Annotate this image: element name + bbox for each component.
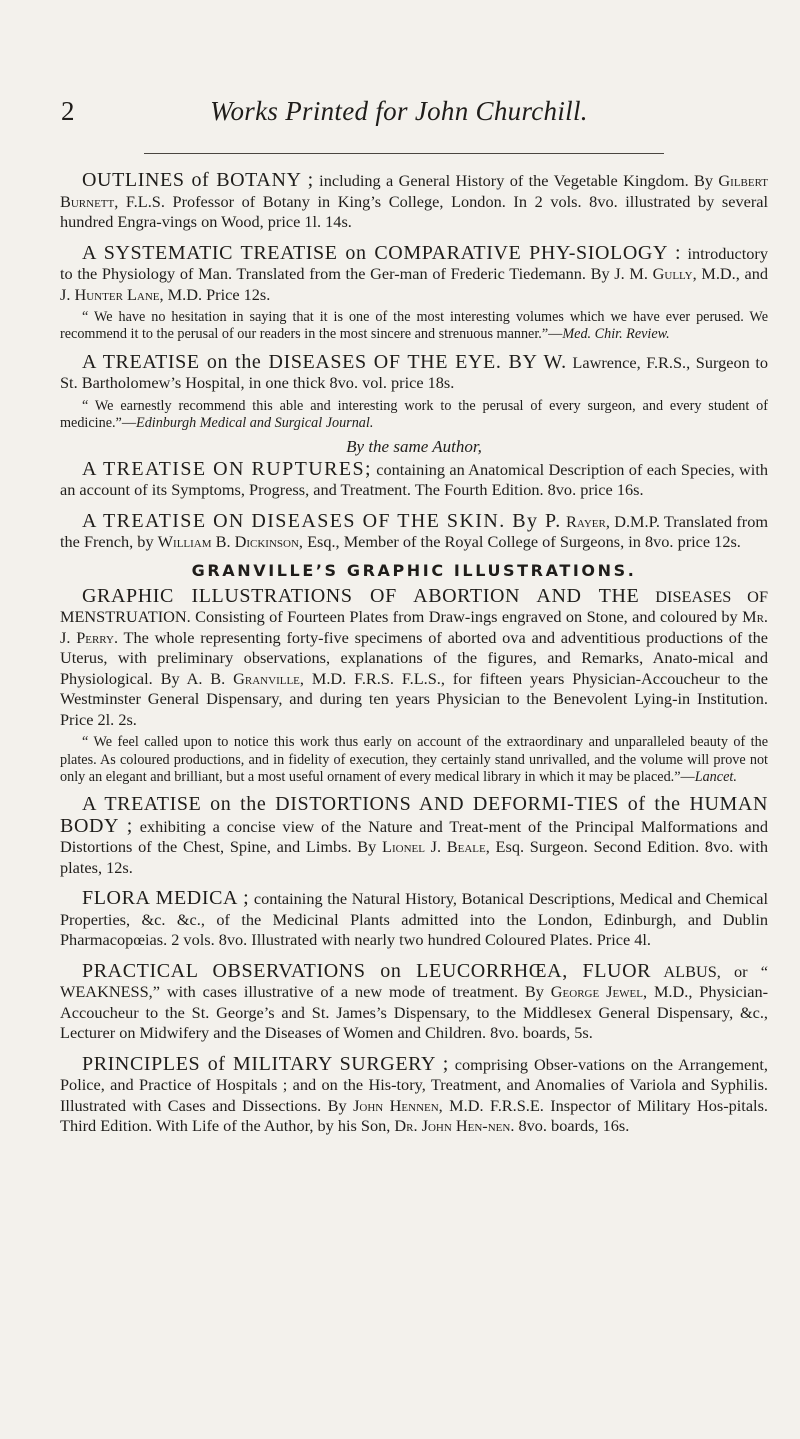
author-name: Granville: [233, 668, 300, 688]
entry-leucorrhoea: PRACTICAL OBSERVATIONS on LEUCORRHŒA, FLUOR ALBUS, or “ WEAKNESS,” with cases illustrative of a new mode of treatment. By George Jewel, M.D., Physician-Accoucheur to the St. George’s and St. James’s Dispensary, to the Middlesex General Dispensary, &c., Lecturer on Midwifery and the Diseases of Women and Children. 8vo. boards, 5s.: [60, 959, 769, 1043]
author-name: Gully: [652, 264, 693, 283]
author-name: Rayer: [566, 511, 606, 531]
entry-distortions: A TREATISE on the DISTORTIONS AND DEFORMI-TIES of the HUMAN BODY ; exhibiting a concise view of the Nature and Treat-ment of the Principal Malformations and Distortions of the Chest, Spine, and Limbs. By Lionel J. Beale, Esq. Surgeon. Second Edition. 8vo. with plates, 12s.: [60, 793, 768, 877]
page-header: [58, 96, 740, 136]
review-source: Med. Chir. Review.: [562, 326, 670, 343]
entry-skin: A TREATISE ON DISEASES OF THE SKIN. By P. Rayer, D.M.P. Translated from the French, by William B. Dickinson, Esq., Member of the Royal College of Surgeons, in 8vo. price 12s.: [60, 509, 768, 552]
header-rule: [144, 153, 664, 154]
review-source: Edinburgh Medical and Surgical Journal.: [136, 415, 374, 432]
page-number: 2: [61, 96, 75, 126]
entry-eye: A TREATISE on the DISEASES OF THE EYE. BY W. Lawrence, F.R.S., Surgeon to St. Bartholomew’s Hospital, in one thick 8vo. vol. price 18s.: [60, 350, 769, 393]
author-name: Gilbert Burnett: [60, 171, 769, 211]
entry-title: PRACTICAL OBSERVATIONS on LEUCORRHŒA, FLUOR: [82, 959, 652, 982]
entry-title: FLORA MEDICA ;: [82, 887, 250, 910]
review-source: Lancet.: [694, 768, 737, 785]
author-name: Dr. John Hen-nen: [394, 1116, 511, 1136]
section-heading: GRANVILLE’S GRAPHIC ILLUSTRATIONS.: [191, 560, 637, 580]
review-quote: “ We earnestly recommend this able and interesting work to the perusal of every surgeon, and every student of medicine.”—Edinburgh Medical and Surgical Journal.: [60, 397, 768, 432]
entry-title: A TREATISE on the DISEASES OF THE EYE. BY W.: [82, 350, 567, 373]
entry-title: GRAPHIC ILLUSTRATIONS OF ABORTION AND THE: [82, 584, 640, 607]
advertisement-list: [60, 170, 768, 1147]
running-title: Works Printed for John Churchill.: [210, 96, 588, 126]
entry-botany: OUTLINES of BOTANY ; including a General History of the Vegetable Kingdom. By Gilbert Burnett, F.L.S. Professor of Botany in King’s College, London. In 2 vols. 8vo. illustrated by several hundred Engra-vings on Wood, price 1l. 14s.: [60, 169, 769, 231]
entry-military-surgery: PRINCIPLES of MILITARY SURGERY ; comprising Obser-vations on the Arrangement, Police, and Practice of Hospitals ; and on the His-tory, Treatment, and Anomalies of Variola and Syphilis. Illustrated with Cases and Dissections. By John Hennen, M.D. F.R.S.E. Inspector of Military Hos-pitals. Third Edition. With Life of the Author, by his Son, Dr. John Hen-nen. 8vo. boards, 16s.: [60, 1052, 768, 1136]
same-author-subhead: By the same Author,: [346, 436, 482, 456]
entry-ruptures: A TREATISE ON RUPTURES; containing an Anatomical Description of each Species, with an account of its Symptoms, Progress, and Treatment. The Fourth Edition. 8vo. price 16s.: [60, 457, 768, 500]
entry-title: A SYSTEMATIC TREATISE on COMPARATIVE PHY-SIOLOGY :: [82, 241, 682, 264]
review-quote: “ We have no hesitation in saying that it is one of the most interesting volumes which we have ever perused. We recommend it to the perusal of our readers in the most sincere and strenuous manner.”—Med. Chir. Review.: [60, 309, 768, 343]
entry-abortion: GRAPHIC ILLUSTRATIONS OF ABORTION AND THE DISEASES OF MENSTRUATION. Consisting of Fourteen Plates from Draw-ings engraved on Stone, and coloured by Mr. J. Perry. The whole representing forty-five specimens of aborted ova and adventitious productions of the Uterus, with preliminary observations, explanations of the figures, and Remarks, Anato-mical and Physiological. By A. B. Granville, M.D. F.R.S. F.L.S., for fifteen years Physician-Accoucheur to the Westminster General Dispensary, and during ten years Physician to the Benevolent Lying-in Institution. Price 2l. 2s.: [60, 584, 768, 729]
entry-title: A TREATISE ON RUPTURES;: [82, 457, 372, 480]
entry-title: A TREATISE ON DISEASES OF THE SKIN. By P.: [82, 509, 562, 532]
entry-title: A TREATISE on the DISTORTIONS AND DEFORMI-TIES of the HUMAN BODY ;: [60, 793, 768, 837]
author-name: Hunter Lane: [74, 284, 160, 304]
entry-physiology: A SYSTEMATIC TREATISE on COMPARATIVE PHY-SIOLOGY : introductory to the Physiology of Man. Translated from the Ger-man of Frederic Tiedemann. By J. M. Gully, M.D., and J. Hunter Lane, M.D. Price 12s.: [60, 241, 768, 304]
author-name: Lionel J. Beale: [382, 837, 486, 857]
author-name: John Hennen: [353, 1095, 439, 1115]
entry-title: OUTLINES of BOTANY ;: [82, 169, 314, 191]
author-name: Mr. J. Perry: [60, 607, 768, 647]
author-name: William B. Dickinson: [157, 532, 299, 552]
entry-flora-medica: FLORA MEDICA ; containing the Natural History, Botanical Descriptions, Medical and Chemical Properties, &c. &c., of the Medicinal Plants admitted into the London, Edinburgh, and Dublin Pharmacopœias. 2 vols. 8vo. Illustrated with nearly two hundred Coloured Plates. Price 4l.: [60, 887, 768, 950]
author-name: George Jewel: [550, 982, 643, 1002]
review-quote: “ We feel called upon to notice this work thus early on account of the extraordinary and unparalleled beauty of the plates. As coloured productions, and in fidelity of execution, they certainly stand unrivalled, and the volume will prove not only an elegant and brilliant, but a most useful ornament of every medical library in which it may be placed.”—Lancet.: [60, 734, 768, 785]
entry-title: PRINCIPLES of MILITARY SURGERY ;: [82, 1052, 449, 1075]
